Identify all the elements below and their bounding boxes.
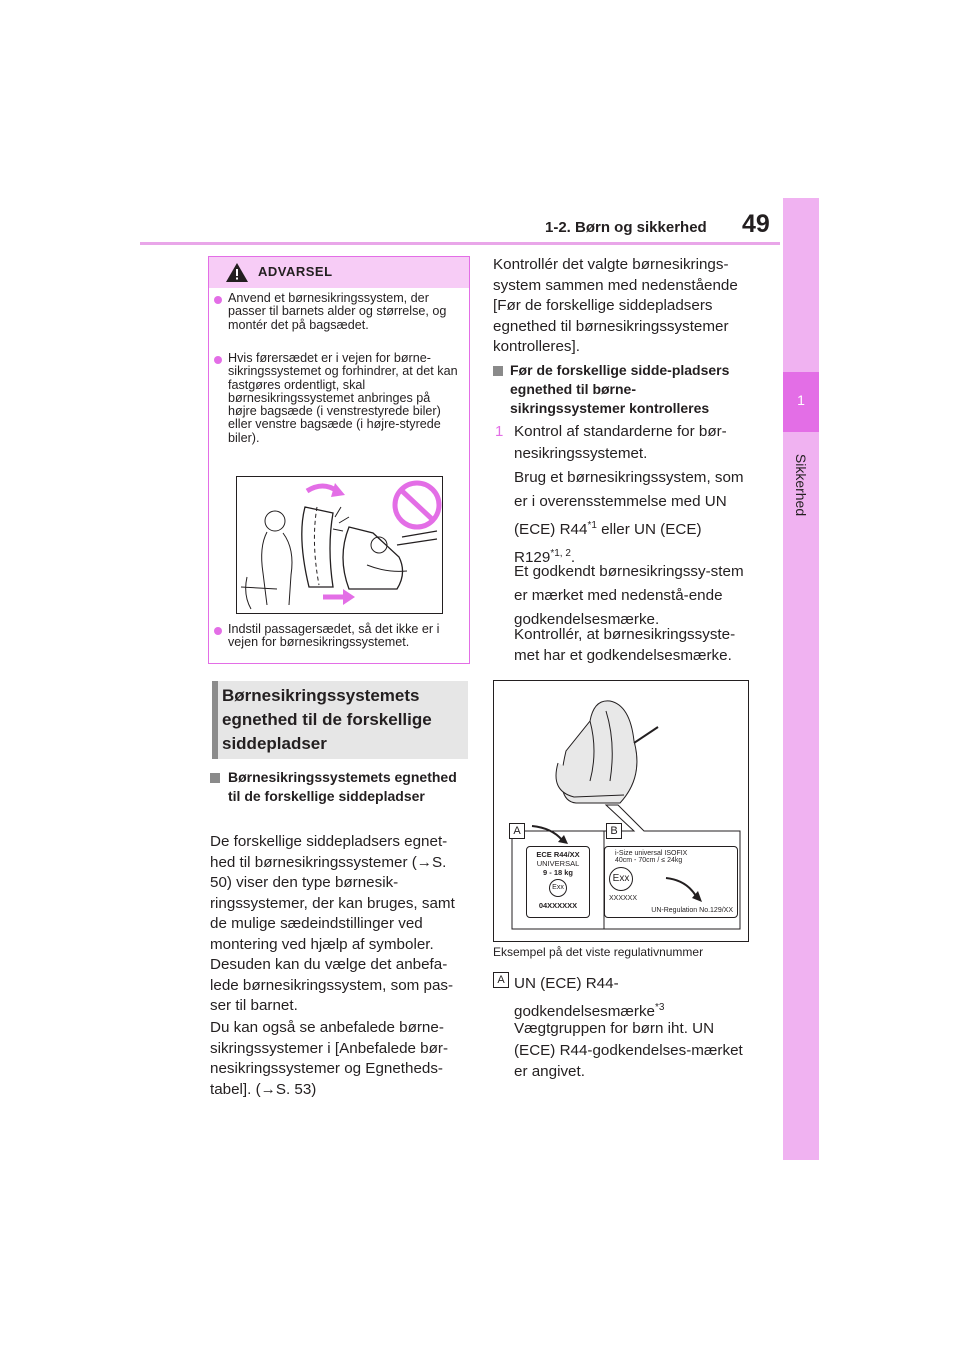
intro-paragraph: Kontrollér det valgte børnesikrings-system sammen med nedenstående [Før de forskellige siddepladsers egnethed til børnesikringssystemer kontrolleres]. [493,256,738,355]
ece-mark: Exx [549,879,567,897]
step-text-d: Et godkendt børnesikringssy-stem er mærket med nedenstå-ende godkendelsesmærke. [514,563,744,628]
warning-item-3: Indstil passagersædet, så det ikke er i vejen for børnesikringssystemet. [228,622,440,650]
chapter-number: 1 [797,392,805,408]
section-heading-bar [212,681,218,759]
right-subheading: Før de forskellige sidde-pladsers egnethed til børne-sikringssystemer kontrolleres [510,362,730,416]
arrow-a-icon [530,824,570,846]
warning-item-1: Anvend et børnesikringssystem, der passer til barnets alder og størrelse, og montér det på bagsædet. [228,291,447,332]
item-a-text-2: godkendelsesmærke [514,1003,655,1021]
item-a-text-1: UN (ECE) R44- [514,975,619,992]
step-title: Kontrol af standarderne for bør-nesikringssystemet. [514,423,727,462]
left-paragraph-1: De forskellige siddepladsers egnet-hed til børnesikringssystemer (→S. 50) viser den type børnesik-ringssystemer, der kan bruges, samt de mulige sædeindstillinger ved montering ved hjælp af symboler. Desuden kan du vælge det anbefa-lede børnesikringssystem, som pas-ser til barnet. [210,833,455,1014]
page-number: 49 [742,210,770,238]
item-a-title [514,972,750,1024]
isize-line-1: i-Size universal ISOFIX [615,850,688,857]
ece-line-3: 9 - 18 kg [542,868,573,877]
header-divider [140,242,780,245]
footnote-ref-1: *1 [587,520,597,531]
figure-label-b: B [606,823,622,839]
ece-line-2: UNIVERSAL [536,859,580,868]
step-text-a: Brug et børnesikringssystem, som er i overensstemmelse med UN (ECE) R44 [514,469,744,539]
bullet-icon [214,356,222,364]
warning-triangle-icon [225,262,249,283]
square-bullet-icon [210,773,220,783]
chapter-side-tab [783,198,819,1160]
section-heading: Børnesikringssystemets egnethed til de forskellige siddepladser [222,686,432,753]
warning-title: ADVARSEL [258,264,333,279]
figure-label-a: A [509,823,525,839]
section-title: 1-2. Børn og sikkerhed [545,219,707,236]
footnote-ref-3: *3 [654,1002,665,1013]
isize-line-2: 40cm - 70cm / ≤ 24kg [615,857,683,864]
ece-line-1: ECE R44/XX [536,850,580,859]
arrow-b-icon [664,874,704,904]
square-bullet-icon [493,366,503,376]
seat-interference-illustration [236,476,443,614]
isize-regulation: UN-Regulation No.129/XX [651,907,733,914]
step-text-b: eller UN (ECE) R129 [514,521,702,567]
step-text-c: . [570,549,576,567]
isize-code: XXXXXX [609,895,638,902]
left-paragraph-2: Du kan også se anbefalede børne-sikringssystemer i [Anbefalede bør-nesikringssystemer og Egnetheds-tabel]. (→S. 53) [210,1019,449,1098]
chapter-label-wrap [783,440,819,530]
isize-mark: Exx [609,867,633,891]
item-a-label: A [493,972,509,988]
chapter-label: Sikkerhed [793,453,809,517]
bullet-icon [214,296,222,304]
item-a-text-3: Vægtgruppen for børn iht. UN (ECE) R44-godkendelses-mærket er angivet. [514,1020,743,1080]
bullet-icon [214,627,222,635]
footnote-ref-2: *1, 2 [550,548,571,560]
left-subheading: Børnesikringssystemets egnethed til de forskellige siddepladser [228,769,457,804]
step-number: 1 [495,423,504,440]
ece-r44-label [526,846,590,918]
ece-code: 04XXXXXX [538,901,578,910]
step-text [514,466,748,570]
figure-caption: Eksempel på det viste regulativnummer [493,945,704,959]
step-text-e: Kontrollér, at børnesikringssyste-met har et godkendelsesmærke. [514,626,736,664]
warning-item-2: Hvis førersædet er i vejen for børne-sikringssystemet og forhindrer, at det kan fastgøres ordentligt, skal børnesikringssystemet anbringes på højre bagsæde (i venstrestyrede biler) eller venstre bagsæde (i højre-styrede biler). [228,351,458,445]
